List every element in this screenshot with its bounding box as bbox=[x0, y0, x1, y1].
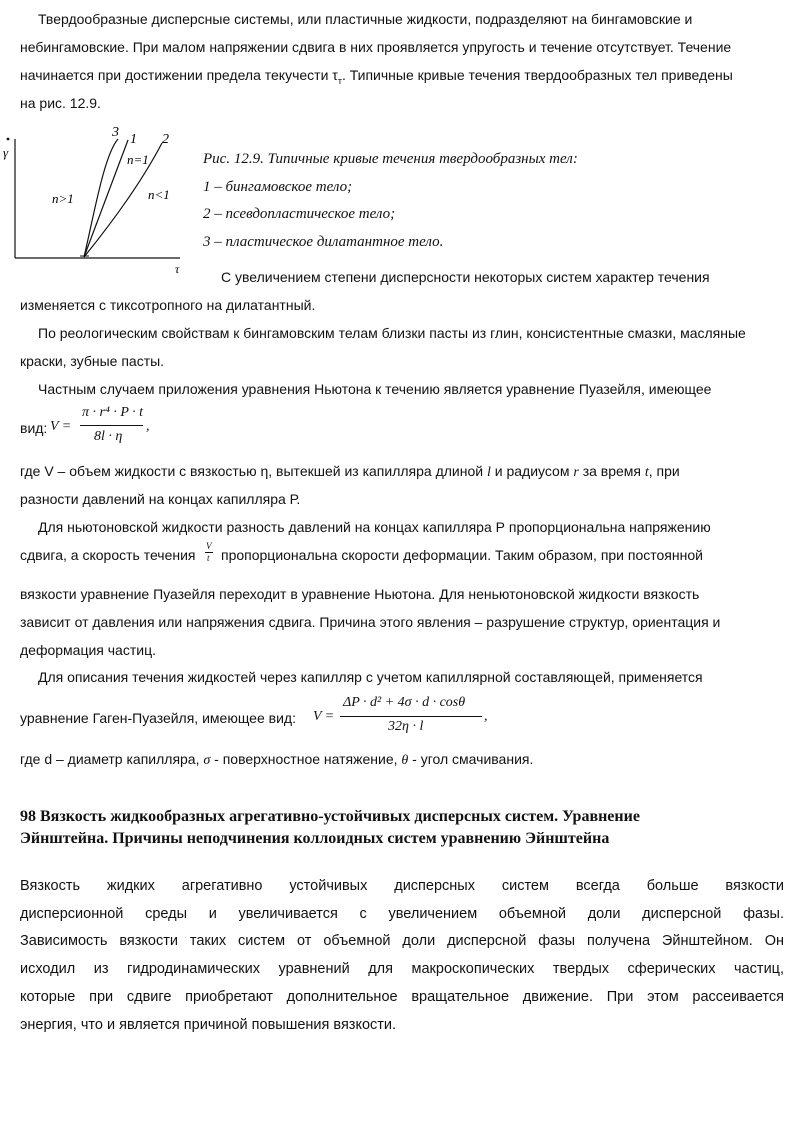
figure-caption-item: 3 – пластическое дилатантное тело. bbox=[203, 234, 444, 250]
text-line: Твердообразные дисперсные системы, или пластичные жидкости, подразделяют на бингамовские и bbox=[38, 11, 693, 27]
text-fragment: где d – диаметр капилляра, bbox=[20, 751, 200, 767]
variable-l: l bbox=[486, 465, 491, 480]
text-line bbox=[20, 462, 680, 482]
formula-denominator: 8l · η bbox=[94, 429, 123, 444]
text-fragment: и радиусом bbox=[494, 463, 570, 479]
body-line: которые при сдвиге приобретают дополнительное вращательное движение. При этом рассеивается bbox=[20, 989, 784, 1005]
y-axis-label: γ bbox=[3, 145, 9, 160]
text-line: Для ньютоновской жидкости разность давлений на концах капилляра Р пропорциональна напряжению bbox=[38, 519, 711, 535]
text-line: вязкости уравнение Пуазейля переходит в уравнение Ньютона. Для неньютоновской жидкости вязкость bbox=[20, 586, 700, 602]
symbol-theta: θ bbox=[401, 753, 409, 768]
body-line: исходил из гидродинамических уравнений для макроскопических твердых сферических частиц, bbox=[20, 961, 784, 977]
variable-r: r bbox=[573, 465, 579, 480]
fraction-bar bbox=[340, 716, 482, 717]
curve-number-2: 2 bbox=[162, 132, 169, 147]
curve-number-3: 3 bbox=[112, 125, 119, 140]
formula-denominator: 32η · l bbox=[388, 719, 424, 734]
text-line bbox=[20, 750, 533, 770]
dot-mark bbox=[7, 138, 10, 141]
body-line: Вязкость жидких агрегативно устойчивых дисперсных систем всегда больше вязкости bbox=[20, 878, 784, 894]
text-line: изменяется с тиксотропного на дилатантный. bbox=[20, 297, 316, 313]
text-line: на рис. 12.9. bbox=[20, 95, 101, 111]
annotation-n-gt-1: n>1 bbox=[52, 191, 74, 206]
formula-numerator: π · r⁴ · P · t bbox=[82, 405, 144, 420]
figure-caption-title: Рис. 12.9. Типичные кривые течения твердообразных тел: bbox=[203, 151, 578, 167]
variable-t: t bbox=[644, 465, 649, 480]
text-line: разности давлений на концах капилляра Р. bbox=[20, 491, 301, 507]
fraction-bar bbox=[80, 425, 143, 426]
text-line: По реологическим свойствам к бингамовским телам близки пасты из глин, консистентные смазки, масляные bbox=[38, 325, 746, 341]
text-line: зависит от давления или напряжения сдвига. Причина этого явления – разрушение структур, ориентация и bbox=[20, 614, 721, 630]
text-fragment: . Типичные кривые течения твердообразных тел приведены bbox=[341, 67, 733, 83]
text-line: небингамовские. При малом напряжении сдвига в них проявляется упругость и течение отсутствует. Течение bbox=[20, 39, 732, 55]
text-line: С увеличением степени дисперсности некоторых систем характер течения bbox=[221, 269, 710, 285]
formula-suffix: , bbox=[146, 419, 150, 434]
text-fragment: начинается при достижении предела текучести τ bbox=[20, 67, 338, 83]
text-line: Частным случаем приложения уравнения Ньютона к течению является уравнение Пуазейля, имеющее bbox=[38, 381, 712, 397]
text-fragment: - угол смачивания. bbox=[412, 751, 534, 767]
fraction-numerator: V bbox=[206, 541, 212, 551]
text-line: пропорциональна скорости деформации. Таким образом, при постоянной bbox=[221, 547, 703, 563]
text-fragment: , при bbox=[648, 463, 680, 479]
symbol-sigma: σ bbox=[203, 753, 211, 768]
text-line: краски, зубные пасты. bbox=[20, 353, 165, 369]
flow-curves-figure bbox=[0, 125, 200, 275]
text-fragment: - поверхностное натяжение, bbox=[214, 751, 398, 767]
annotation-n-eq-1: n=1 bbox=[127, 152, 149, 167]
figure-caption-item: 1 – бингамовское тело; bbox=[203, 179, 353, 195]
text-fragment: где V – объем жидкости с вязкостью η, вытекшей из капилляра длиной bbox=[20, 463, 484, 479]
body-line: энергия, что и является причиной повышения вязкости. bbox=[20, 1017, 397, 1033]
formula-prefix: вид: bbox=[20, 420, 48, 436]
text-fragment: за время bbox=[582, 463, 641, 479]
formula-lhs: V = bbox=[313, 709, 335, 724]
figure-caption-item: 2 – псевдопластическое тело; bbox=[203, 206, 396, 222]
text-line: сдвига, а скорость течения bbox=[20, 547, 196, 563]
section-heading: 98 Вязкость жидкообразных агрегативно-устойчивых дисперсных систем. Уравнение bbox=[20, 808, 640, 825]
formula-prefix: уравнение Гаген-Пуазейля, имеющее вид: bbox=[20, 710, 296, 726]
text-line: Для описания течения жидкостей через капилляр с учетом капиллярной составляющей, применяется bbox=[38, 669, 703, 685]
x-axis-label: τ bbox=[175, 262, 180, 275]
body-line: Зависимость вязкости таких систем от объемной доли дисперсной фазы получена Эйнштейном. Он bbox=[20, 933, 784, 949]
fraction-denominator: t bbox=[207, 553, 210, 563]
curve-number-1: 1 bbox=[130, 132, 137, 147]
annotation-n-lt-1: n<1 bbox=[148, 187, 170, 202]
curve-1 bbox=[84, 140, 128, 257]
text-line: деформация частиц. bbox=[20, 642, 156, 658]
section-heading: Эйнштейна. Причины неподчинения коллоидных систем уравнению Эйнштейна bbox=[20, 830, 610, 847]
formula-lhs: V = bbox=[50, 419, 72, 434]
formula-suffix: , bbox=[484, 709, 488, 724]
text-line bbox=[20, 66, 733, 90]
curve-3 bbox=[84, 139, 118, 257]
subscript: т bbox=[337, 75, 342, 86]
formula-numerator: ΔP · d² + 4σ · d · cosθ bbox=[343, 695, 466, 710]
body-line: дисперсионной среды и увеличивается с увеличением объемной доли дисперсной фазы. bbox=[20, 906, 784, 922]
